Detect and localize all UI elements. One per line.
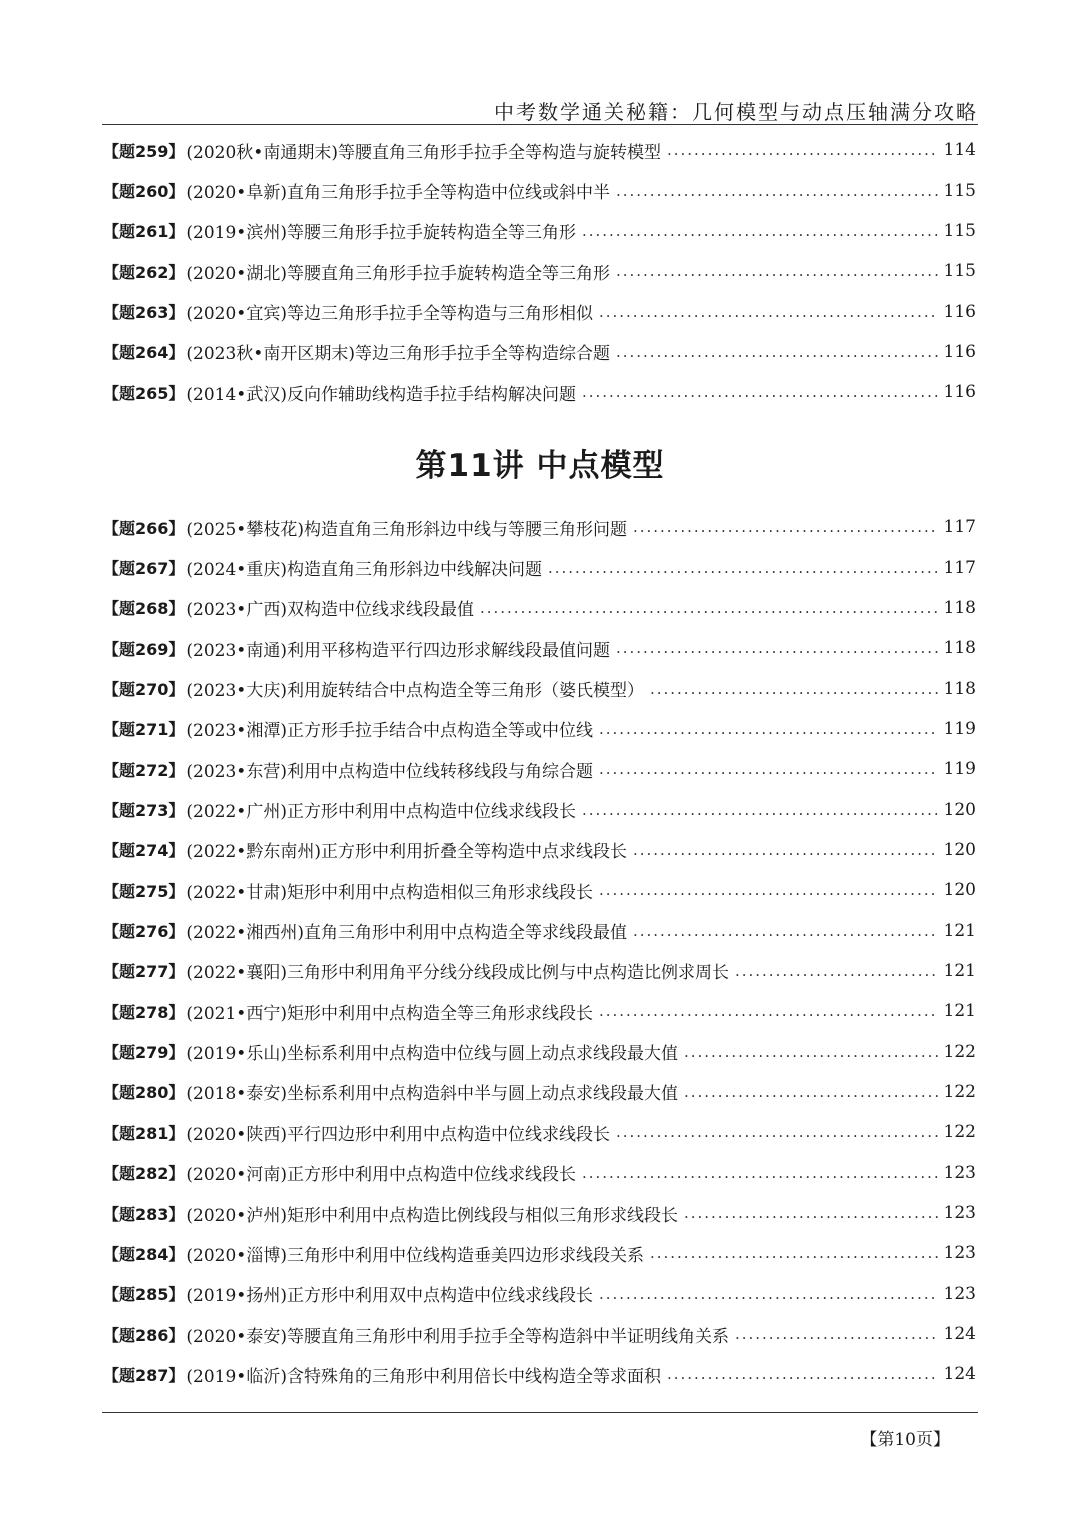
dot-leader: [582, 222, 938, 240]
dot-leader: [735, 962, 938, 980]
toc-entry-source: (2025•攀枝花): [186, 519, 304, 540]
dot-leader: [599, 760, 938, 778]
toc-entry[interactable]: [103, 211, 976, 251]
toc-entry[interactable]: [103, 251, 976, 291]
toc-entry-page: 118: [943, 638, 976, 659]
toc-entry-number: 【题280】: [103, 1083, 185, 1103]
toc-entry-page: 122: [943, 1122, 976, 1143]
toc-entry-title: 等腰三角形手拉手旋转构造全等三角形: [286, 223, 576, 244]
chapter-title: 第11讲 中点模型: [415, 448, 665, 484]
toc-entry-source: (2019•滨州): [186, 223, 287, 244]
toc-entry-source: (2023•东营): [186, 761, 287, 782]
toc-entry[interactable]: [103, 749, 976, 789]
dot-leader: [650, 1244, 938, 1262]
toc-section-1: [103, 130, 976, 412]
toc-entry-source: (2022•广州): [186, 802, 287, 823]
toc-entry-page: 116: [943, 341, 976, 362]
toc-entry-title: 直角三角形中利用中点构造全等求线段最值: [303, 923, 627, 944]
toc-entry-title: 含特殊角的三角形中利用倍长中线构造全等求面积: [286, 1366, 661, 1387]
toc-entry-number: 【题266】: [103, 518, 185, 538]
toc-entry-number: 【题286】: [103, 1325, 185, 1345]
dot-leader: [633, 922, 938, 940]
toc-entry-title: 三角形中利用中位线构造垂美四边形求线段关系: [286, 1245, 644, 1266]
dot-leader: [616, 262, 938, 280]
dot-leader: [616, 182, 938, 200]
toc-entry-title: 等腰直角三角形手拉手全等构造与旋转模型: [337, 142, 661, 163]
dot-leader: [667, 1365, 938, 1383]
toc-entry-number: 【题269】: [103, 639, 185, 659]
toc-entry[interactable]: [103, 1314, 976, 1354]
toc-entry-page: 116: [943, 301, 976, 322]
toc-entry-source: (2022•襄阳): [186, 963, 287, 984]
toc-entry-page: 123: [943, 1283, 976, 1304]
toc-entry[interactable]: [103, 1233, 976, 1273]
toc-entry-number: 【题274】: [103, 841, 185, 861]
toc-entry-page: 118: [943, 597, 976, 618]
toc-entry-number: 【题270】: [103, 680, 185, 700]
toc-entry-page: 123: [943, 1162, 976, 1183]
toc-entry-number: 【题267】: [103, 559, 185, 579]
toc-entry-source: (2019•乐山): [186, 1044, 287, 1065]
toc-entry-title: 构造直角三角形斜边中线解决问题: [286, 560, 542, 581]
dot-leader: [599, 1002, 938, 1020]
toc-entry-page: 124: [943, 1364, 976, 1385]
toc-entry-page: 116: [943, 382, 976, 403]
toc-entry-title: 等边三角形手拉手全等构造综合题: [354, 344, 610, 365]
toc-entry-page: 123: [943, 1243, 976, 1264]
page-number: 【第10页】: [860, 1430, 950, 1450]
toc-entry-number: 【题271】: [103, 720, 185, 740]
toc-entry[interactable]: [103, 1072, 976, 1112]
toc-entry-source: (2020•宜宾): [186, 304, 287, 325]
toc-entry-source: (2020•淄博): [186, 1245, 287, 1266]
toc-entry[interactable]: [103, 1274, 976, 1314]
toc-entry-source: (2014•武汉): [186, 384, 287, 405]
toc-entry-source: (2020•湖北): [186, 263, 287, 284]
toc-entry-number: 【题260】: [103, 182, 185, 202]
toc-entry-source: (2023•南通): [186, 640, 287, 661]
toc-entry-number: 【题259】: [103, 141, 185, 161]
toc-entry-title: 构造直角三角形斜边中线与等腰三角形问题: [303, 519, 627, 540]
toc-entry[interactable]: [103, 1354, 976, 1394]
toc-entry-title: 矩形中利用中点构造相似三角形求线段长: [286, 882, 593, 903]
footer-rule: [102, 1412, 978, 1413]
toc-entry-title: 反向作辅助线构造手拉手结构解决问题: [286, 384, 576, 405]
toc-entry-number: 【题264】: [103, 343, 185, 363]
toc-entry-page: 121: [943, 920, 976, 941]
toc-entry-source: (2023秋•南开区期末): [186, 344, 355, 365]
toc-entry-title: 双构造中位线求线段最值: [286, 600, 474, 621]
toc-entry-title: 正方形中利用双中点构造中位线求线段长: [286, 1286, 593, 1307]
toc-entry[interactable]: [103, 588, 976, 628]
toc-entry-title: 平行四边形中利用中点构造中位线求线段长: [286, 1124, 610, 1145]
toc-entry-title: 等边三角形手拉手全等构造与三角形相似: [286, 304, 593, 325]
toc-entry-page: 118: [943, 678, 976, 699]
toc-entry-number: 【题283】: [103, 1204, 185, 1224]
toc-entry-page: 119: [943, 718, 976, 739]
toc-entry-source: (2019•扬州): [186, 1286, 287, 1307]
toc-entry-number: 【题273】: [103, 801, 185, 821]
toc-entry-title: 直角三角形手拉手全等构造中位线或斜中半: [286, 183, 610, 204]
toc-entry-source: (2022•湘西州): [186, 923, 304, 944]
dot-leader: [599, 720, 938, 738]
toc-entry-number: 【题261】: [103, 222, 185, 242]
toc-entry[interactable]: [103, 1153, 976, 1193]
toc-entry[interactable]: [103, 668, 976, 708]
toc-entry-page: 119: [943, 759, 976, 780]
toc-entry-page: 117: [943, 557, 976, 578]
toc-entry[interactable]: [103, 951, 976, 991]
toc-entry-title: 矩形中利用中点构造全等三角形求线段长: [286, 1003, 593, 1024]
toc-entry-source: (2021•西宁): [186, 1003, 287, 1024]
toc-entry-source: (2020•阜新): [186, 183, 287, 204]
toc-entry-title: 利用旋转结合中点构造全等三角形（婆氏模型）: [286, 681, 644, 702]
toc-entry-title: 正方形中利用中点构造中位线求线段长: [286, 802, 576, 823]
toc-entry[interactable]: [103, 170, 976, 210]
dot-leader: [582, 801, 938, 819]
toc-entry[interactable]: [103, 709, 976, 749]
dot-leader: [548, 559, 938, 577]
toc-entry-number: 【题282】: [103, 1164, 185, 1184]
toc-entry-source: (2020秋•南通期末): [186, 142, 338, 163]
toc-entry[interactable]: [103, 291, 976, 331]
toc-section-2: [103, 507, 976, 1395]
toc-entry-title: 三角形中利用角平分线分线段成比例与中点构造比例求周长: [286, 963, 729, 984]
toc-entry[interactable]: [103, 870, 976, 910]
dot-leader: [582, 383, 938, 401]
toc-entry-page: 122: [943, 1081, 976, 1102]
toc-entry-page: 120: [943, 880, 976, 901]
toc-entry-page: 115: [943, 180, 976, 201]
toc-entry-source: (2024•重庆): [186, 560, 287, 581]
dot-leader: [480, 599, 938, 617]
toc-entry-page: 115: [943, 261, 976, 282]
dot-leader: [582, 1164, 938, 1182]
toc-entry-page: 120: [943, 799, 976, 820]
dot-leader: [667, 141, 938, 159]
toc-entry-title: 等腰直角三角形中利用手拉手全等构造斜中半证明线角关系: [286, 1326, 729, 1347]
header-rule: [102, 124, 978, 125]
dot-leader: [684, 1083, 938, 1101]
dot-leader: [650, 680, 938, 698]
toc-entry-number: 【题263】: [103, 303, 185, 323]
toc-entry-title: 坐标系利用中点构造斜中半与圆上动点求线段最大值: [286, 1084, 678, 1105]
toc-entry-source: (2020•河南): [186, 1165, 287, 1186]
toc-entry-title: 坐标系利用中点构造中位线与圆上动点求线段最大值: [286, 1044, 678, 1065]
toc-entry-page: 122: [943, 1041, 976, 1062]
toc-entry-number: 【题279】: [103, 1043, 185, 1063]
dot-leader: [599, 881, 938, 899]
toc-entry-page: 121: [943, 960, 976, 981]
toc-entry-source: (2019•临沂): [186, 1366, 287, 1387]
toc-entry[interactable]: [103, 1112, 976, 1152]
toc-entry[interactable]: [103, 547, 976, 587]
toc-entry-title: 正方形中利用折叠全等构造中点求线段长: [320, 842, 627, 863]
toc-entry-source: (2022•黔东南州): [186, 842, 321, 863]
toc-entry-title: 利用中点构造中位线转移线段与角综合题: [286, 761, 593, 782]
toc-entry[interactable]: [103, 910, 976, 950]
toc-entry[interactable]: [103, 1193, 976, 1233]
toc-entry-source: (2018•泰安): [186, 1084, 287, 1105]
toc-entry[interactable]: [103, 991, 976, 1031]
toc-entry-source: (2023•大庆): [186, 681, 287, 702]
toc-entry-source: (2020•陕西): [186, 1124, 287, 1145]
toc-entry-number: 【题275】: [103, 881, 185, 901]
toc-entry-source: (2023•广西): [186, 600, 287, 621]
toc-entry-number: 【题281】: [103, 1123, 185, 1143]
toc-entry-title: 等腰直角三角形手拉手旋转构造全等三角形: [286, 263, 610, 284]
toc-entry[interactable]: [103, 830, 976, 870]
toc-entry-number: 【题287】: [103, 1365, 185, 1385]
toc-entry[interactable]: [103, 372, 976, 412]
toc-entry-number: 【题277】: [103, 962, 185, 982]
toc-entry-number: 【题268】: [103, 599, 185, 619]
toc-entry[interactable]: [103, 130, 976, 170]
dot-leader: [616, 343, 938, 361]
dot-leader: [616, 1123, 938, 1141]
toc-entry-number: 【题284】: [103, 1244, 185, 1264]
dot-leader: [616, 639, 938, 657]
toc-entry-page: 121: [943, 1001, 976, 1022]
toc-entry-number: 【题285】: [103, 1285, 185, 1305]
toc-entry-number: 【题265】: [103, 383, 185, 403]
toc-entry-title: 利用平移构造平行四边形求解线段最值问题: [286, 640, 610, 661]
toc-entry-number: 【题278】: [103, 1002, 185, 1022]
toc-entry-page: 124: [943, 1324, 976, 1345]
toc-entry-source: (2022•甘肃): [186, 882, 287, 903]
toc-entry-title: 正方形中利用中点构造中位线求线段长: [286, 1165, 576, 1186]
toc-entry-number: 【题276】: [103, 922, 185, 942]
toc-entry-page: 114: [943, 140, 976, 161]
toc-entry[interactable]: [103, 507, 976, 547]
dot-leader: [684, 1204, 938, 1222]
toc-entry-title: 正方形手拉手结合中点构造全等或中位线: [286, 721, 593, 742]
dot-leader: [633, 518, 938, 536]
dot-leader: [633, 841, 938, 859]
toc-entry-source: (2020•泰安): [186, 1326, 287, 1347]
dot-leader: [599, 303, 938, 321]
toc-entry-number: 【题272】: [103, 760, 185, 780]
toc-entry[interactable]: [103, 628, 976, 668]
dot-leader: [735, 1325, 938, 1343]
toc-entry-page: 117: [943, 517, 976, 538]
toc-entry-page: 120: [943, 839, 976, 860]
toc-entry[interactable]: [103, 789, 976, 829]
dot-leader: [599, 1285, 938, 1303]
toc-entry-page: 115: [943, 220, 976, 241]
toc-entry-source: (2023•湘潭): [186, 721, 287, 742]
dot-leader: [684, 1043, 938, 1061]
toc-entry-number: 【题262】: [103, 262, 185, 282]
toc-entry[interactable]: [103, 332, 976, 372]
toc-entry-source: (2020•泸州): [186, 1205, 287, 1226]
header-title: 中考数学通关秘籍：几何模型与动点压轴满分攻略: [494, 100, 978, 124]
toc-entry-title: 矩形中利用中点构造比例线段与相似三角形求线段长: [286, 1205, 678, 1226]
toc-entry-page: 123: [943, 1203, 976, 1224]
toc-entry[interactable]: [103, 1031, 976, 1071]
